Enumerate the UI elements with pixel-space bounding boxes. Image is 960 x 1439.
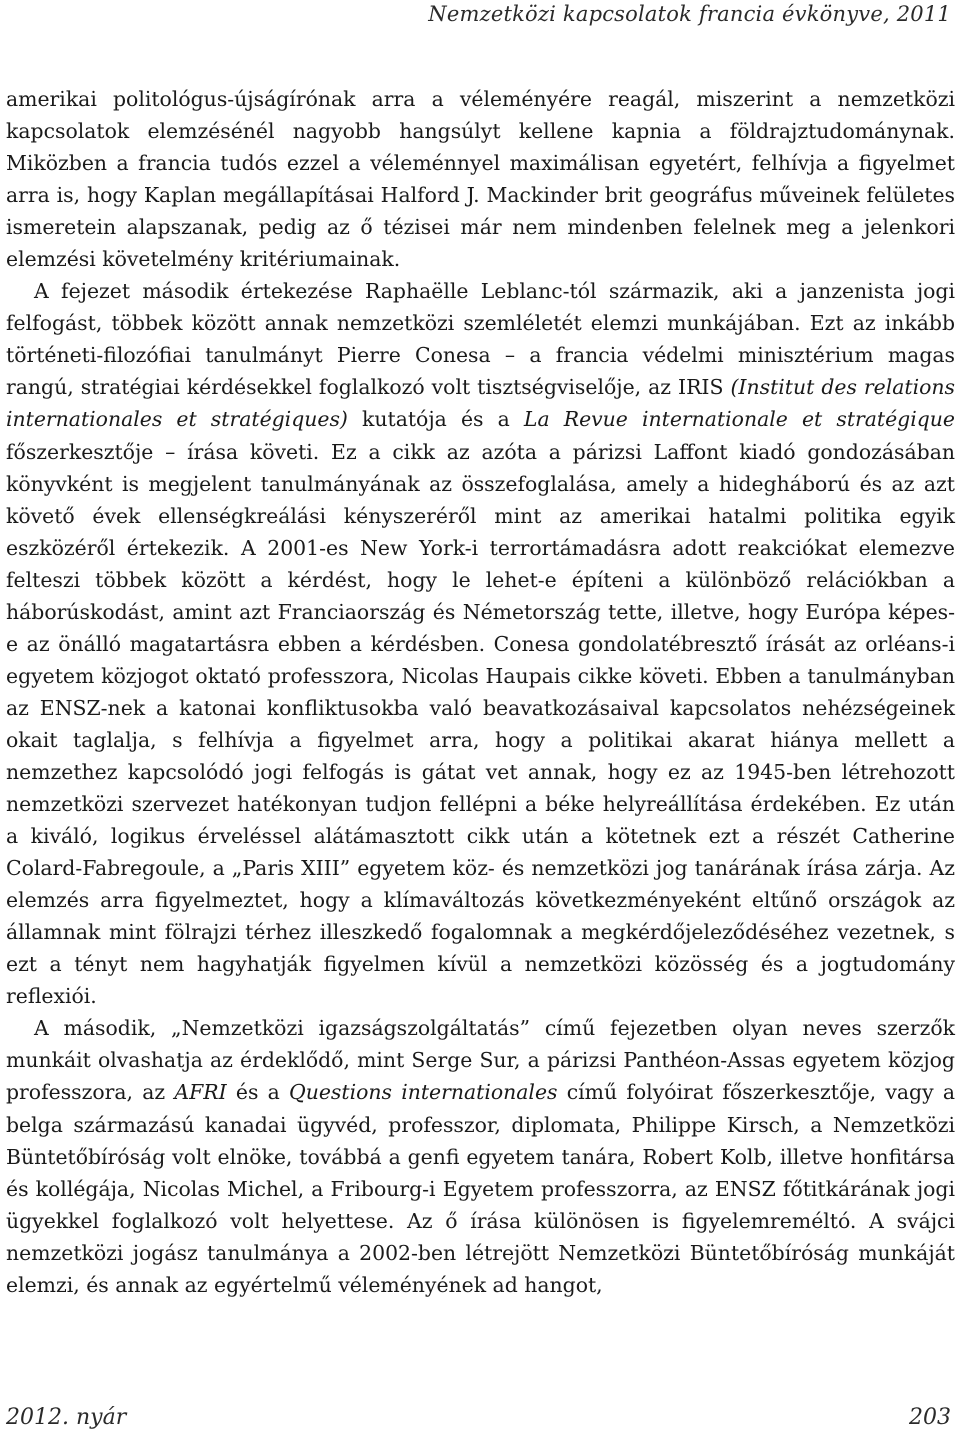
paragraph-text: és a (226, 1080, 290, 1105)
running-header: Nemzetközi kapcsolatok francia évkönyve, 2011 (428, 2, 951, 26)
institution-name-italic: (Institut des relations internationales et stratégiques) (6, 375, 955, 432)
journal-title-italic: Questions internationales (289, 1080, 558, 1105)
paragraph-3 (6, 1012, 955, 1300)
paragraph-text: amerikai politológus-újságírónak arra a véleményére reagál, miszerint a nemzetközi kapcsolatok elemzésénél nagyobb hangsúlyt kellene kapnia a földrajztudománynak. Miközben a francia tudós ezzel a véleménnyel maximálisan egyetért, felhívja a figyelmet arra is, hogy Kaplan megállapításai Halford J. Mackinder brit geográfus műveinek felületes ismeretein alapszanak, pedig az ő tézisei már nem mindenben felelnek meg a jelenkori elemzési követelmény kritériumainak. (6, 87, 955, 272)
journal-title-italic: La Revue internationale et stratégique (523, 407, 956, 432)
paragraph-text: kutatója és a (347, 407, 524, 432)
paragraph-1 (6, 83, 955, 275)
issue-label: 2012. nyár (6, 1405, 127, 1430)
page-number: 203 (909, 1405, 951, 1430)
article-body (6, 83, 955, 1301)
paragraph-text: főszerkesztője – írása követi. Ez a cikk az azóta a párizsi Laffont kiadó gondozásában könyvként is megjelent tanulmányának az összefoglalása, amely a hidegháború és az azt követő évek ellenségkreálási kényszeréről mint az amerikai hatalmi politika egyik eszközéről értekezik. A 2001-es New York-i terrortámadásra adott reakciókat elemezve felteszi többek között a kérdést, hogy le lehet-e építeni a különböző relációkban a háborúskodást, amint azt Franciaország és Németország tette, illetve, hogy Európa képes-e az önálló magatartásra ebben a kérdésben. Conesa gondolatébresztő írását az orléans-i egyetem közjogot oktató professzora, Nicolas Haupais cikke követi. Ebben a tanulmányban az ENSZ-nek a katonai konfliktusokba való beavatkozásaival kapcsolatos nehézségeinek okait taglalja, s felhívja a figyelmet arra, hogy a politikai akarat hiánya mellett a nemzethez kapcsolódó jogi felfogás is gátat vet annak, hogy ez az 1945-ben létrehozott nemzetközi szervezet hatékonyan tudjon fellépni a béke helyreállítása érdekében. Ez után a kiváló, logikus érveléssel alátámasztott cikk után a kötetnek ezt a részét Catherine Colard-Fabregoule, a „Paris XIII” egyetem köz- és nemzetközi jog tanárának írása zárja. Az elemzés arra figyelmeztet, hogy a klímaváltozás következményeként eltűnő országok az államnak mint fölrajzi térhez illeszkedő fogalomnak a megkérdőjeleződéséhez vezetnek, s ezt a tényt nem hagyhatják figyelmen kívül a nemzetközi közösség és a jogtudomány reflexiói. (6, 439, 955, 1009)
paragraph-text: A második, „Nemzetközi igazságszolgáltatás” című fejezetben olyan neves szerzők munkáit olvashatja az érdeklődő, mint Serge Sur, a párizsi Panthéon-Assas egyetem közjog professzora, az (6, 1016, 955, 1105)
paragraph-2 (6, 275, 955, 1012)
paragraph-text: című folyóirat főszerkesztője, vagy a belga származású kanadai ügyvéd, professzor, diplomata, Philippe Kirsch, a Nemzetközi Büntetőbíróság volt elnöke, továbbá a genfi egyetem tanára, Robert Kolb, illetve honfitársa és kollégája, Nicolas Michel, a Fribourg-i Egyetem professzorra, az ENSZ főtitkárának jogi ügyekkel foglalkozó volt helyettese. Az ő írása különösen is figyelemreméltó. A svájci nemzetközi jogász tanulmánya a 2002-ben létrejött Nemzetközi Büntetőbíróság munkáját elemzi, és annak az egyértelmű véleményének ad hangot, (6, 1080, 955, 1297)
journal-title-italic: AFRI (174, 1080, 227, 1105)
paragraph-text: A fejezet második értekezése Raphaëlle Leblanc-tól származik, aki a janzenista jogi felfogást, többek között annak nemzetközi szemléletét elemzi munkájában. Ezt az inkább történeti-filozófiai tanulmányt Pierre Conesa – a francia védelmi minisztérium magas rangú, stratégiai kérdésekkel foglalkozó volt tisztségviselője, az IRIS (6, 279, 955, 400)
